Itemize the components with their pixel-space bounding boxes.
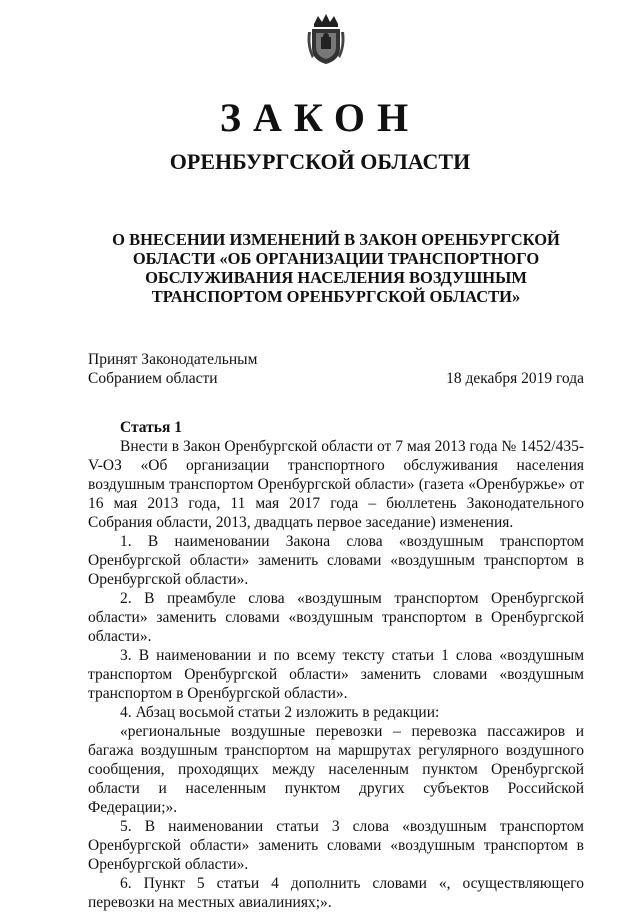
adopted-by-line2: Собранием области xyxy=(88,370,218,387)
adoption-block xyxy=(88,350,584,388)
document-region: ОРЕНБУРГСКОЙ ОБЛАСТИ xyxy=(169,149,471,174)
article-paragraph: 3. В наименовании и по всему тексту статьи 1 слова «воздушным транспортом Оренбургской области» заменить словами «воздушным транспортом в Оренбургской области». xyxy=(88,647,584,702)
article-paragraph: 2. В преамбуле слова «воздушным транспортом Оренбургской области» заменить словами «воздушным транспортом в Оренбургской области». xyxy=(88,590,584,645)
article-paragraph: 6. Пункт 5 статьи 4 дополнить словами «, осуществляющего перевозки на местных авиалиниях;». xyxy=(88,875,584,911)
coat-of-arms-icon xyxy=(306,12,346,66)
article-1 xyxy=(88,418,584,912)
article-paragraph: 1. В наименовании Закона слова «воздушным транспортом Оренбургской области» заменить словами «воздушным транспортом в Оренбургской области». xyxy=(88,533,584,588)
adopted-by-line1: Принят Законодательным xyxy=(88,351,258,368)
adoption-row xyxy=(88,369,584,388)
article-paragraph: 4. Абзац восьмой статьи 2 изложить в редакции: xyxy=(120,704,440,721)
law-name: О ВНЕСЕНИИ ИЗМЕНЕНИЙ В ЗАКОН ОРЕНБУРГСКОЙ ОБЛАСТИ «ОБ ОРГАНИЗАЦИИ ТРАНСПОРТНОГО ОБСЛУЖИВАНИЯ НАСЕЛЕНИЯ ВОЗДУШНЫМ ТРАНСПОРТОМ ОРЕНБУРГСКОЙ ОБЛАСТИ» xyxy=(112,230,560,306)
article-paragraph: Внести в Закон Оренбургской области от 7 мая 2013 года № 1452/435-V-ОЗ «Об организации транспортного обслуживания населения воздушным транспортом Оренбургской области» (газета «Оренбуржье» от 16 мая 2013 года, 11 мая 2017 года – бюллетень Законодательного Собрания области, 2013, двадцать первое заседание) изменения. xyxy=(88,438,584,531)
article-paragraph: 5. В наименовании статьи 3 слова «воздушным транспортом Оренбургской области» заменить словами «воздушным транспортом в Оренбургской области». xyxy=(88,818,584,873)
article-heading: Статья 1 xyxy=(120,419,182,436)
adoption-date: 18 декабря 2019 года xyxy=(446,370,584,387)
article-paragraph: «региональные воздушные перевозки – перевозка пассажиров и багажа воздушным транспортом на маршрутах регулярного воздушного сообщения, проходящих между населенным пунктом Оренбургской области и населенным пунктом других субъектов Российской Федерации;». xyxy=(88,723,584,816)
document-title: ЗАКОН xyxy=(219,95,421,140)
